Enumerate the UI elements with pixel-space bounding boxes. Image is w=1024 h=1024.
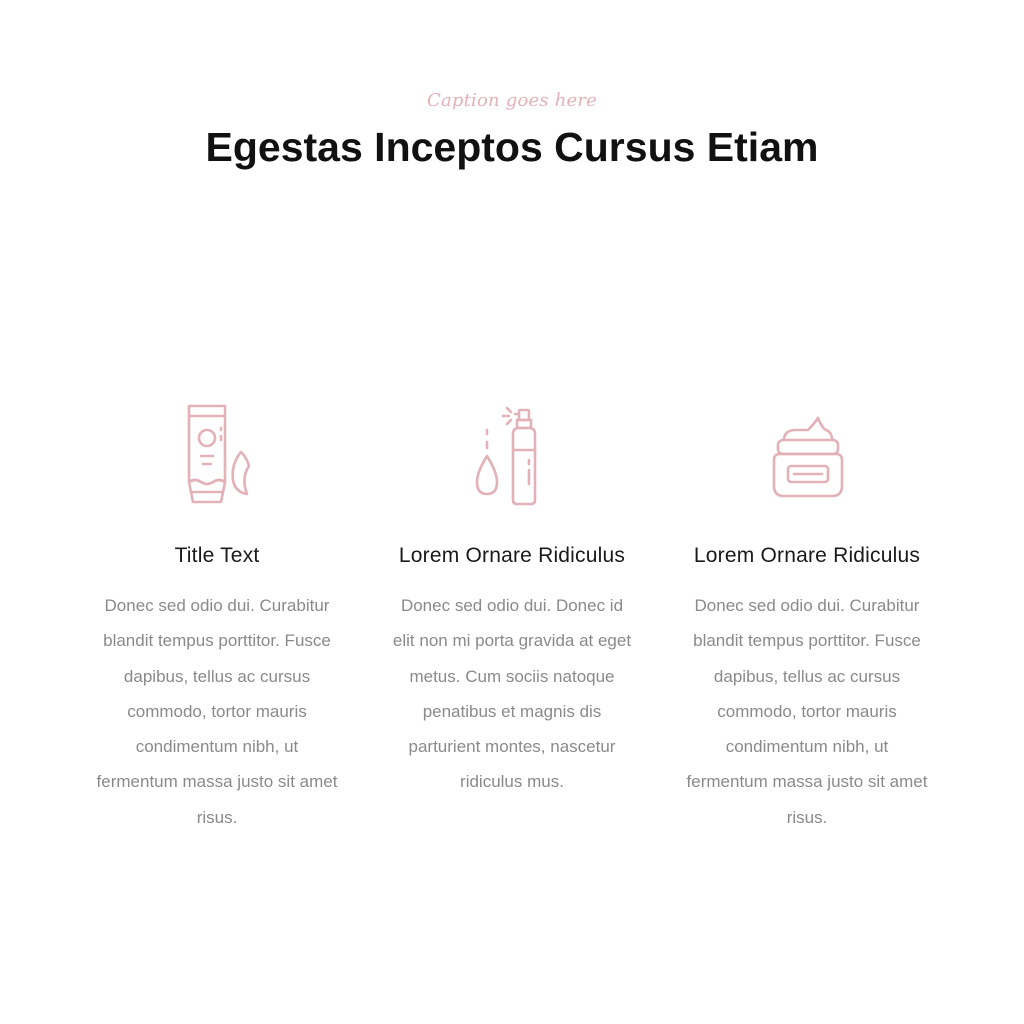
section-caption: Caption goes here — [426, 90, 598, 111]
feature-description: Donec sed odio dui. Donec id elit non mi porta gravida at eget metus. Cum sociis natoque penatibus et magnis dis parturient montes, nascetur ridiculus mus. — [392, 596, 632, 792]
feature-title: Lorem Ornare Ridiculus — [398, 544, 626, 567]
feature-title: Title Text — [174, 544, 260, 567]
section-title: Egestas Inceptos Cursus Etiam — [205, 124, 819, 170]
feature-card-3 — [677, 400, 937, 835]
cream-tube-icon — [87, 400, 347, 510]
feature-description: Donec sed odio dui. Curabitur blandit tempus porttitor. Fusce dapibus, tellus ac cursus commodo, tortor mauris condimentum nibh, ut fermentum massa justo sit amet risus. — [96, 596, 338, 827]
feature-card-1 — [87, 400, 347, 835]
spray-bottle-icon — [382, 400, 642, 510]
feature-description: Donec sed odio dui. Curabitur blandit tempus porttitor. Fusce dapibus, tellus ac cursus commodo, tortor mauris condimentum nibh, ut fermentum massa justo sit amet risus. — [686, 596, 928, 827]
cream-jar-icon — [677, 400, 937, 510]
feature-title: Lorem Ornare Ridiculus — [693, 544, 921, 567]
feature-card-2 — [382, 400, 642, 800]
